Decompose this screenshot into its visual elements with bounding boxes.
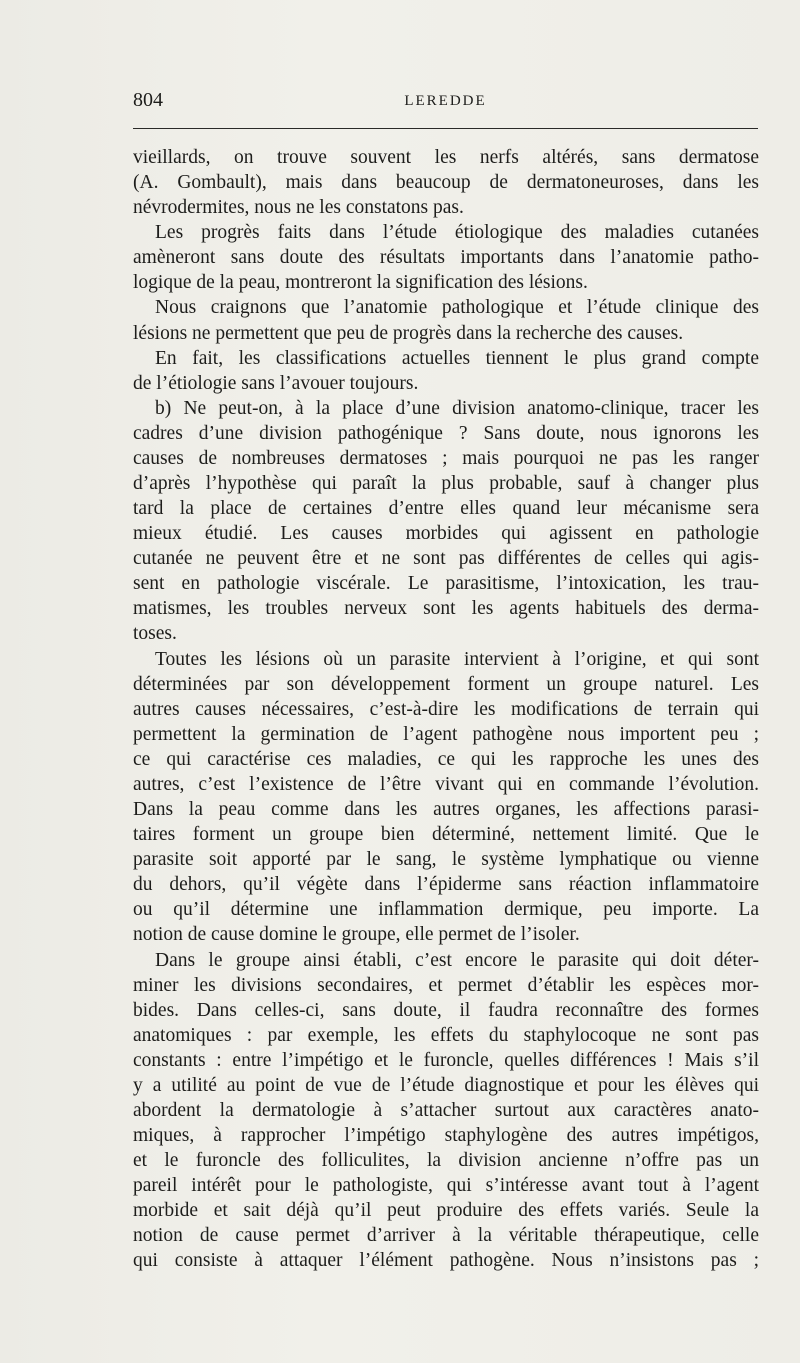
- text-line: déterminées par son développement forment un groupe naturel. Les: [133, 673, 759, 695]
- page-number: 804: [133, 89, 163, 111]
- text-line: ou qu’il détermine une inflammation dermique, peu importe. La: [133, 899, 759, 921]
- text-line: morbide et sait déjà qu’il peut produire des effets variés. Seule la: [133, 1200, 759, 1222]
- body-text: [133, 145, 759, 1274]
- text-line: b) Ne peut-on, à la place d’une division anatomo-clinique, tracer les: [155, 397, 759, 419]
- text-line: sent en pathologie viscérale. Le parasitisme, l’intoxication, les trau-: [133, 573, 759, 595]
- text-line: ce qui caractérise ces maladies, ce qui les rapproche les unes des: [133, 748, 759, 770]
- text-line: tard la place de certaines d’entre elles quand leur mécanisme sera: [133, 498, 759, 520]
- text-line: pareil intérêt pour le pathologiste, qui s’intéresse avant tout à l’agent: [133, 1175, 759, 1197]
- text-line: névrodermites, nous ne les constatons pas.: [133, 197, 464, 219]
- text-line: vieillards, on trouve souvent les nerfs altérés, sans dermatose: [133, 147, 759, 168]
- text-line: Toutes les lésions où un parasite intervient à l’origine, et qui sont: [155, 648, 759, 670]
- text-line: qui consiste à attaquer l’élément pathogène. Nous n’insistons pas ;: [133, 1250, 759, 1272]
- text-line: anatomiques : par exemple, les effets du staphylocoque ne sont pas: [133, 1024, 759, 1046]
- text-line: (A. Gombault), mais dans beaucoup de dermatoneuroses, dans les: [133, 172, 759, 194]
- text-line: autres causes nécessaires, c’est-à-dire les modifications de terrain qui: [133, 698, 759, 720]
- text-line: bides. Dans celles-ci, sans doute, il faudra reconnaître des formes: [133, 999, 759, 1021]
- text-line: Dans la peau comme dans les autres organes, les affections parasi-: [133, 799, 759, 821]
- text-line: notion de cause domine le groupe, elle permet de l’isoler.: [133, 924, 580, 946]
- text-line: taires forment un groupe bien déterminé, nettement limité. Que le: [133, 824, 759, 846]
- text-line: cadres d’une division pathogénique ? Sans doute, nous ignorons les: [133, 422, 759, 444]
- running-title: LEREDDE: [404, 93, 487, 109]
- text-line: notion de cause permet d’arriver à la véritable thérapeutique, celle: [133, 1225, 759, 1247]
- text-line: abordent la dermatologie à s’attacher surtout aux caractères anato-: [133, 1099, 759, 1121]
- text-line: lésions ne permettent que peu de progrès dans la recherche des causes.: [133, 322, 684, 344]
- text-line: permettent la germination de l’agent pathogène nous importent peu ;: [133, 723, 759, 745]
- text-line: logique de la peau, montreront la signification des lésions.: [133, 272, 588, 294]
- text-line: miques, à rapprocher l’impétigo staphylogène des autres impétigos,: [133, 1125, 759, 1147]
- header-rule: [133, 128, 758, 129]
- text-line: constants : entre l’impétigo et le furoncle, quelles différences ! Mais s’il: [133, 1049, 759, 1071]
- text-line: toses.: [133, 623, 177, 645]
- text-line: parasite soit apporté par le sang, le système lymphatique ou vienne: [133, 849, 759, 871]
- running-head: [133, 88, 758, 112]
- text-line: causes de nombreuses dermatoses ; mais pourquoi ne pas les ranger: [133, 447, 759, 469]
- text-line: du dehors, qu’il végète dans l’épiderme sans réaction inflammatoire: [133, 874, 759, 896]
- text-line: miner les divisions secondaires, et permet d’établir les espèces mor-: [133, 974, 759, 996]
- text-line: matismes, les troubles nerveux sont les agents habituels des derma-: [133, 598, 759, 620]
- text-line: mieux étudié. Les causes morbides qui agissent en pathologie: [133, 523, 759, 545]
- text-line: cutanée ne peuvent être et ne sont pas différentes de celles qui agis-: [133, 548, 759, 570]
- text-line: amèneront sans doute des résultats importants dans l’anatomie patho-: [133, 247, 759, 269]
- text-line: En fait, les classifications actuelles tiennent le plus grand compte: [155, 347, 759, 369]
- text-line: autres, c’est l’existence de l’être vivant qui en commande l’évolution.: [133, 773, 759, 795]
- text-line: Nous craignons que l’anatomie pathologique et l’étude clinique des: [155, 297, 759, 319]
- text-line: Les progrès faits dans l’étude étiologique des maladies cutanées: [155, 222, 759, 244]
- text-line: Dans le groupe ainsi établi, c’est encore le parasite qui doit déter-: [155, 949, 759, 971]
- text-line: d’après l’hypothèse qui paraît la plus probable, sauf à changer plus: [133, 473, 759, 495]
- text-line: y a utilité au point de vue de l’étude diagnostique et pour les élèves qui: [133, 1074, 759, 1096]
- text-line: et le furoncle des folliculites, la division ancienne n’offre pas un: [133, 1150, 759, 1172]
- text-line: de l’étiologie sans l’avouer toujours.: [133, 372, 419, 394]
